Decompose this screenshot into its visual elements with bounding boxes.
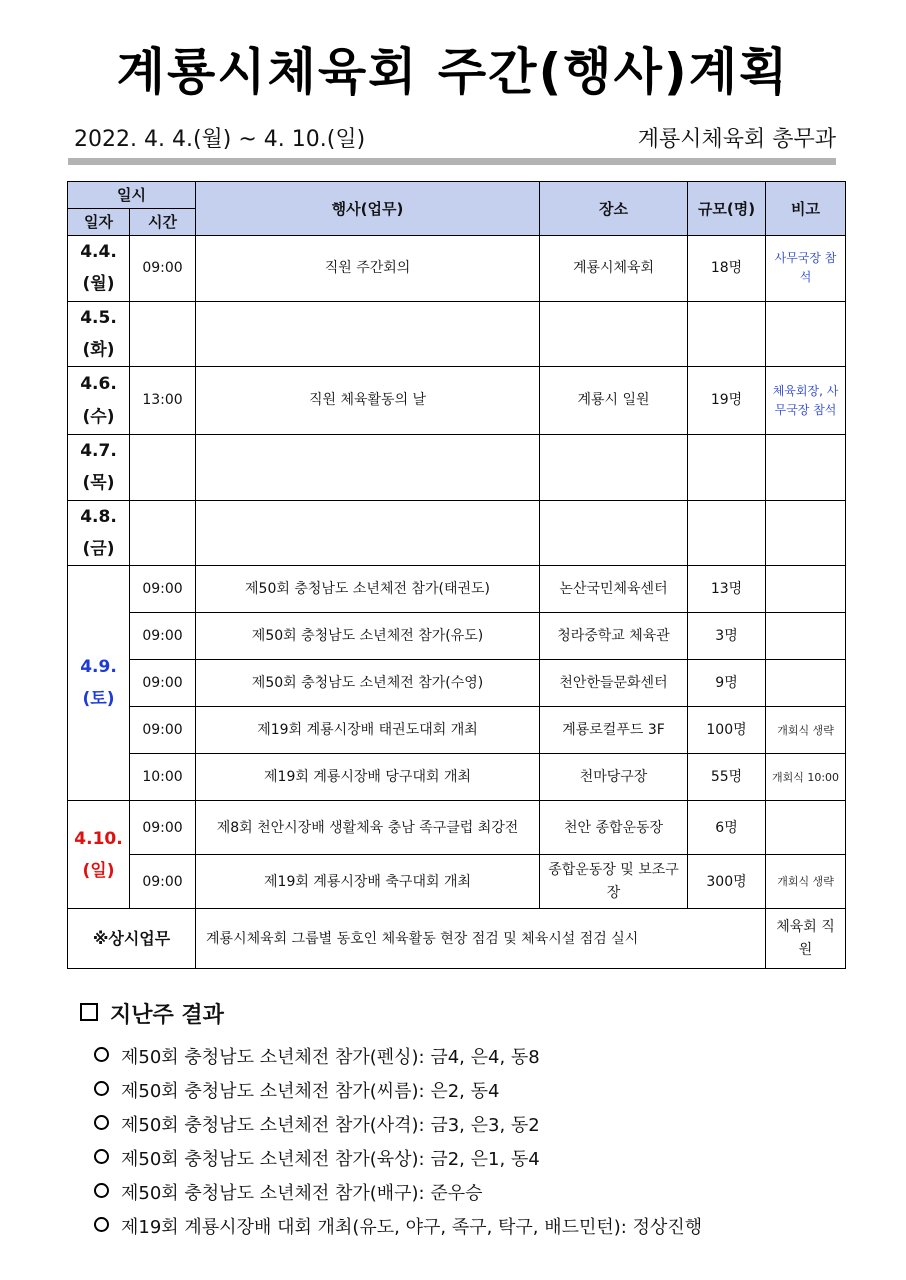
event-cell	[196, 435, 540, 501]
event-cell: 제50회 충청남도 소년체전 참가(태권도)	[196, 566, 540, 613]
page-title: 계룡시체육회 주간(행사)계획	[116, 43, 790, 101]
time-cell: 09:00	[130, 801, 196, 855]
event-cell: 제50회 충청남도 소년체전 참가(수영)	[196, 660, 540, 707]
day-date: 4.4.	[80, 242, 117, 262]
table-row	[68, 660, 846, 707]
list-item	[94, 1177, 840, 1211]
event-cell: 직원 주간회의	[196, 236, 540, 302]
table-row	[68, 435, 846, 501]
day-weekday: (금)	[82, 539, 115, 560]
header-note: 비고	[766, 182, 846, 236]
day-weekday: (목)	[82, 473, 115, 494]
time-cell: 10:00	[130, 754, 196, 801]
scale-cell	[688, 500, 766, 566]
scale-cell	[688, 435, 766, 501]
note-cell: 개회식 생략	[766, 707, 846, 754]
day-date: 4.10.	[74, 828, 123, 849]
circle-bullet-icon	[94, 1183, 109, 1198]
time-cell	[130, 301, 196, 367]
note-cell	[766, 500, 846, 566]
table-row	[68, 754, 846, 801]
note-cell	[766, 301, 846, 367]
circle-bullet-icon	[94, 1217, 109, 1232]
note-cell: 개회식 생략	[766, 855, 846, 909]
header-time: 시간	[130, 209, 196, 236]
list-item	[94, 1211, 840, 1245]
scale-cell: 6명	[688, 801, 766, 855]
list-item	[94, 1041, 840, 1075]
place-cell: 계룡시체육회	[540, 236, 688, 302]
table-row	[68, 707, 846, 754]
table-row	[68, 613, 846, 660]
day-weekday: (월)	[82, 274, 115, 295]
scale-cell	[688, 301, 766, 367]
place-cell	[540, 500, 688, 566]
header-event: 행사(업무)	[196, 182, 540, 236]
day-cell	[68, 435, 130, 501]
scale-cell: 19명	[688, 367, 766, 435]
circle-bullet-icon	[94, 1149, 109, 1164]
previous-week-section	[80, 998, 840, 1245]
day-cell	[68, 367, 130, 435]
day-cell	[68, 801, 130, 909]
time-cell: 09:00	[130, 707, 196, 754]
note-cell	[766, 660, 846, 707]
time-cell: 09:00	[130, 566, 196, 613]
day-date: 4.9.	[80, 657, 117, 678]
result-text: 제19회 계룡시장배 대회 개최(유도, 야구, 족구, 탁구, 배드민턴): 정상진행	[121, 1217, 703, 1238]
place-cell: 계룡시 일원	[540, 367, 688, 435]
table-row	[68, 500, 846, 566]
note-cell	[766, 566, 846, 613]
list-item	[94, 1109, 840, 1143]
list-item	[94, 1143, 840, 1177]
note-cell: 사무국장 참석	[766, 236, 846, 302]
table-row	[68, 855, 846, 909]
place-cell: 천마당구장	[540, 754, 688, 801]
event-cell: 제19회 계룡시장배 축구대회 개최	[196, 855, 540, 909]
previous-week-title: 지난주 결과	[110, 1003, 224, 1028]
note-cell: 개회식 10:00	[766, 754, 846, 801]
table-row	[68, 566, 846, 613]
day-date: 4.6.	[80, 374, 117, 395]
circle-bullet-icon	[94, 1081, 109, 1096]
event-cell	[196, 500, 540, 566]
note-cell: 체육회장, 사무국장 참석	[766, 367, 846, 435]
regular-task: 계룡시체육회 그룹별 동호인 체육활동 현장 점검 및 체육시설 점검 실시	[196, 909, 766, 969]
note-cell	[766, 801, 846, 855]
regular-task-row	[68, 909, 846, 969]
schedule-table	[67, 181, 846, 969]
scale-cell: 9명	[688, 660, 766, 707]
header-day: 일자	[68, 209, 130, 236]
result-text: 제50회 충청남도 소년체전 참가(육상): 금2, 은1, 동4	[121, 1149, 540, 1170]
previous-week-heading	[80, 998, 840, 1029]
day-date: 4.5.	[80, 307, 117, 328]
day-date: 4.8.	[80, 506, 117, 527]
event-cell: 제50회 충청남도 소년체전 참가(유도)	[196, 613, 540, 660]
table-header-row	[68, 182, 846, 209]
result-text: 제50회 충청남도 소년체전 참가(배구): 준우승	[121, 1183, 483, 1204]
place-cell	[540, 301, 688, 367]
note-cell	[766, 613, 846, 660]
regular-label: ※상시업무	[68, 909, 196, 969]
date-range: 2022. 4. 4.(월) ~ 4. 10.(일)	[74, 127, 366, 152]
event-cell	[196, 301, 540, 367]
time-cell: 09:00	[130, 855, 196, 909]
place-cell: 천안한들문화센터	[540, 660, 688, 707]
time-cell: 13:00	[130, 367, 196, 435]
table-row	[68, 301, 846, 367]
circle-bullet-icon	[94, 1115, 109, 1130]
previous-week-list	[80, 1041, 840, 1245]
result-text: 제50회 충청남도 소년체전 참가(펜싱): 금4, 은4, 동8	[121, 1047, 540, 1068]
place-cell: 계룡로컬푸드 3F	[540, 707, 688, 754]
department: 계룡시체육회 총무과	[637, 127, 836, 152]
day-date: 4.7.	[80, 441, 117, 462]
day-weekday: (화)	[82, 339, 115, 360]
scale-cell: 55명	[688, 754, 766, 801]
event-cell: 제19회 계룡시장배 태권도대회 개최	[196, 707, 540, 754]
table-row	[68, 236, 846, 302]
place-cell: 청라중학교 체육관	[540, 613, 688, 660]
header-scale: 규모(명)	[688, 182, 766, 236]
event-cell: 제8회 천안시장배 생활체육 충남 족구클럽 최강전	[196, 801, 540, 855]
day-cell	[68, 236, 130, 302]
day-weekday: (일)	[82, 860, 115, 881]
divider	[68, 158, 836, 165]
header-place: 장소	[540, 182, 688, 236]
scale-cell: 13명	[688, 566, 766, 613]
place-cell: 종합운동장 및 보조구장	[540, 855, 688, 909]
list-item	[94, 1075, 840, 1109]
square-bullet-icon	[80, 1003, 98, 1021]
table-body	[68, 236, 846, 909]
note-cell	[766, 435, 846, 501]
time-cell	[130, 500, 196, 566]
day-weekday: (토)	[82, 689, 115, 710]
circle-bullet-icon	[94, 1047, 109, 1062]
scale-cell: 100명	[688, 707, 766, 754]
table-row	[68, 367, 846, 435]
time-cell: 09:00	[130, 613, 196, 660]
day-weekday: (수)	[82, 406, 115, 427]
scale-cell: 18명	[688, 236, 766, 302]
result-text: 제50회 충청남도 소년체전 참가(사격): 금3, 은3, 동2	[121, 1115, 540, 1136]
place-cell	[540, 435, 688, 501]
result-text: 제50회 충청남도 소년체전 참가(씨름): 은2, 동4	[121, 1081, 500, 1102]
time-cell	[130, 435, 196, 501]
time-cell: 09:00	[130, 236, 196, 302]
day-cell	[68, 500, 130, 566]
header-schedule: 일시	[68, 182, 196, 209]
event-cell: 직원 체육활동의 날	[196, 367, 540, 435]
day-cell	[68, 301, 130, 367]
place-cell: 천안 종합운동장	[540, 801, 688, 855]
scale-cell: 300명	[688, 855, 766, 909]
time-cell: 09:00	[130, 660, 196, 707]
scale-cell: 3명	[688, 613, 766, 660]
table-row	[68, 801, 846, 855]
regular-note: 체육회 직원	[766, 909, 846, 969]
day-cell	[68, 566, 130, 801]
event-cell: 제19회 계룡시장배 당구대회 개최	[196, 754, 540, 801]
place-cell: 논산국민체육센터	[540, 566, 688, 613]
